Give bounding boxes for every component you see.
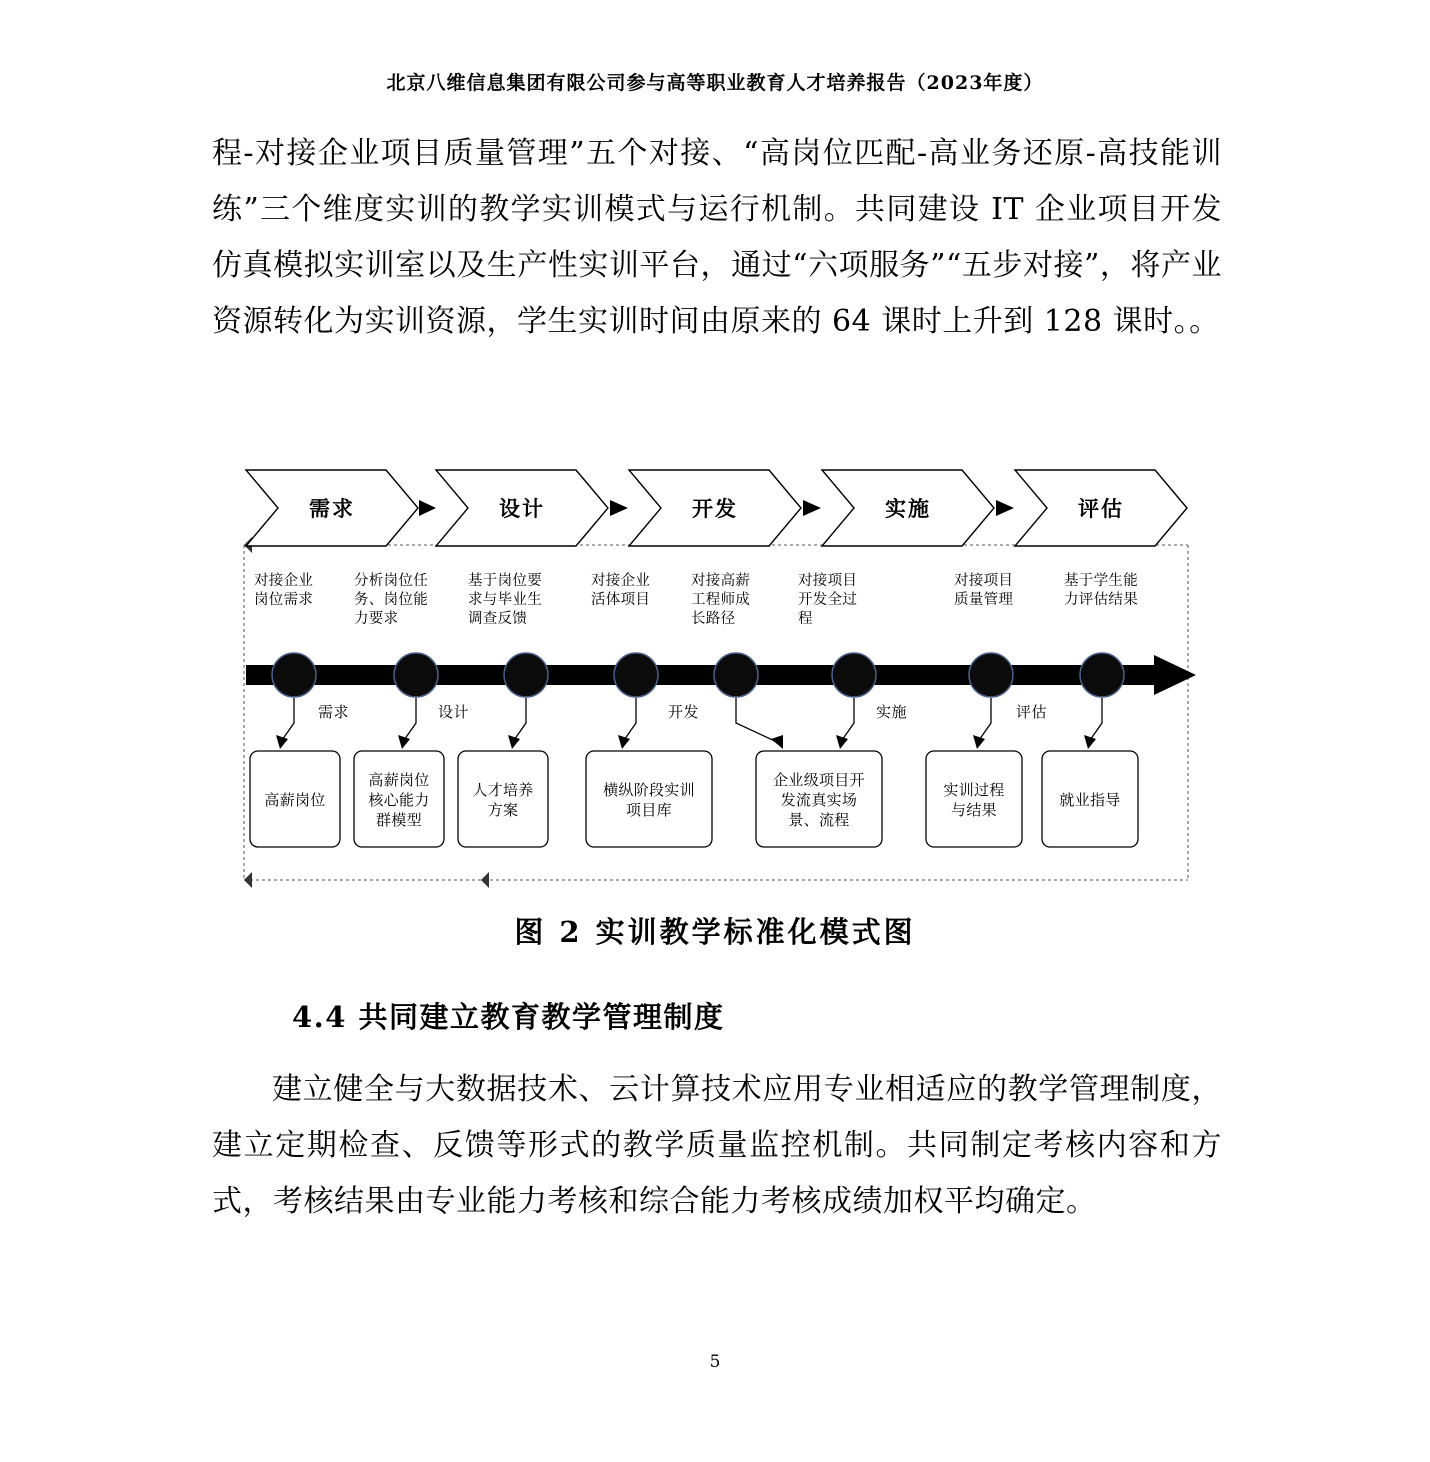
outcome-1-line1: 核心能力 xyxy=(368,791,430,809)
top-note-1-line1: 务、岗位能 xyxy=(354,592,428,608)
top-note-7-line0: 基于学生能 xyxy=(1064,573,1138,589)
top-note-4-line2: 长路径 xyxy=(691,611,736,627)
axis-label-3: 实施 xyxy=(876,703,908,721)
figure-training-model xyxy=(236,455,1196,895)
outcome-0-line0: 高薪岗位 xyxy=(264,791,326,809)
top-note-2-line0: 基于岗位要 xyxy=(468,573,542,589)
axis-labels xyxy=(318,703,1047,721)
top-note-3-line0: 对接企业 xyxy=(591,573,651,589)
axis-label-4: 评估 xyxy=(1016,703,1048,721)
top-note-0-line0: 对接企业 xyxy=(254,573,314,589)
outcome-2-line1: 方案 xyxy=(487,801,519,819)
down-connector-heads xyxy=(276,735,1096,749)
outcome-4-line0: 企业级项目开 xyxy=(773,771,865,789)
outcome-4-line1: 发流真实场 xyxy=(780,791,858,809)
top-note-5-line2: 程 xyxy=(798,611,813,627)
axis-label-1: 设计 xyxy=(438,703,470,721)
top-note-5-line0: 对接项目 xyxy=(798,573,858,589)
page-number: 5 xyxy=(709,1352,721,1372)
top-notes xyxy=(254,571,1138,627)
figure-diagram xyxy=(236,455,1196,895)
outcome-1-line2: 群模型 xyxy=(376,811,422,829)
outcome-5-line0: 实训过程 xyxy=(943,781,1005,799)
top-note-1-line2: 力要求 xyxy=(354,611,399,627)
top-note-2-line2: 调查反馈 xyxy=(468,611,528,627)
outcome-3-line1: 项目库 xyxy=(626,801,672,819)
paragraph-2: 建立健全与大数据技术、云计算技术应用专业相适应的教学管理制度，建立定期检查、反馈等形式的教学质量监控机制。共同制定考核内容和方式，考核结果由专业能力考核和综合能力考核成绩加权平均确定。 xyxy=(212,1072,1222,1219)
outcome-3-line0: 横纵阶段实训 xyxy=(603,781,695,799)
top-note-0-line1: 岗位需求 xyxy=(254,592,314,608)
page-header: 北京八维信息集团有限公司参与高等职业教育人才培养报告（2023年度） xyxy=(386,72,1044,94)
top-note-6-line1: 质量管理 xyxy=(954,592,1014,608)
stage-label-2: 开发 xyxy=(692,497,738,521)
section-heading: 4.4 共同建立教育教学管理制度 xyxy=(292,1000,725,1034)
figure-caption: 图 2 实训教学标准化模式图 xyxy=(514,915,916,949)
axis-label-0: 需求 xyxy=(318,703,350,721)
outcome-5-line1: 与结果 xyxy=(951,801,997,819)
top-note-5-line1: 开发全过 xyxy=(798,592,858,608)
stage-label-4: 评估 xyxy=(1078,497,1124,521)
outcome-6-line0: 就业指导 xyxy=(1059,791,1121,809)
top-note-2-line1: 求与毕业生 xyxy=(468,592,542,608)
top-note-4-line0: 对接高薪 xyxy=(691,573,751,589)
outcome-4-line2: 景、流程 xyxy=(788,811,850,829)
outcome-2-line0: 人才培养 xyxy=(472,781,534,799)
top-note-7-line1: 力评估结果 xyxy=(1064,592,1138,608)
top-note-6-line0: 对接项目 xyxy=(954,573,1014,589)
top-note-3-line1: 活体项目 xyxy=(591,592,651,608)
stage-label-1: 设计 xyxy=(499,497,545,521)
stage-label-3: 实施 xyxy=(885,497,931,521)
axis-label-2: 开发 xyxy=(668,703,700,721)
top-note-4-line1: 工程师成 xyxy=(691,592,751,608)
stage-label-0: 需求 xyxy=(309,497,355,521)
top-note-1-line0: 分析岗位任 xyxy=(354,573,428,589)
paragraph-1: 程-对接企业项目质量管理”五个对接、“高岗位匹配-高业务还原-高技能训练”三个维度实训的教学实训模式与运行机制。共同建设 IT 企业项目开发仿真模拟实训室以及生产性实训平台，通过“六项服务”“五步对接”，将产业资源转化为实训资源，学生实训时间由原来的 64 课时上升到 128 课时。。 xyxy=(212,136,1222,339)
outcome-1-line0: 高薪岗位 xyxy=(368,771,430,789)
